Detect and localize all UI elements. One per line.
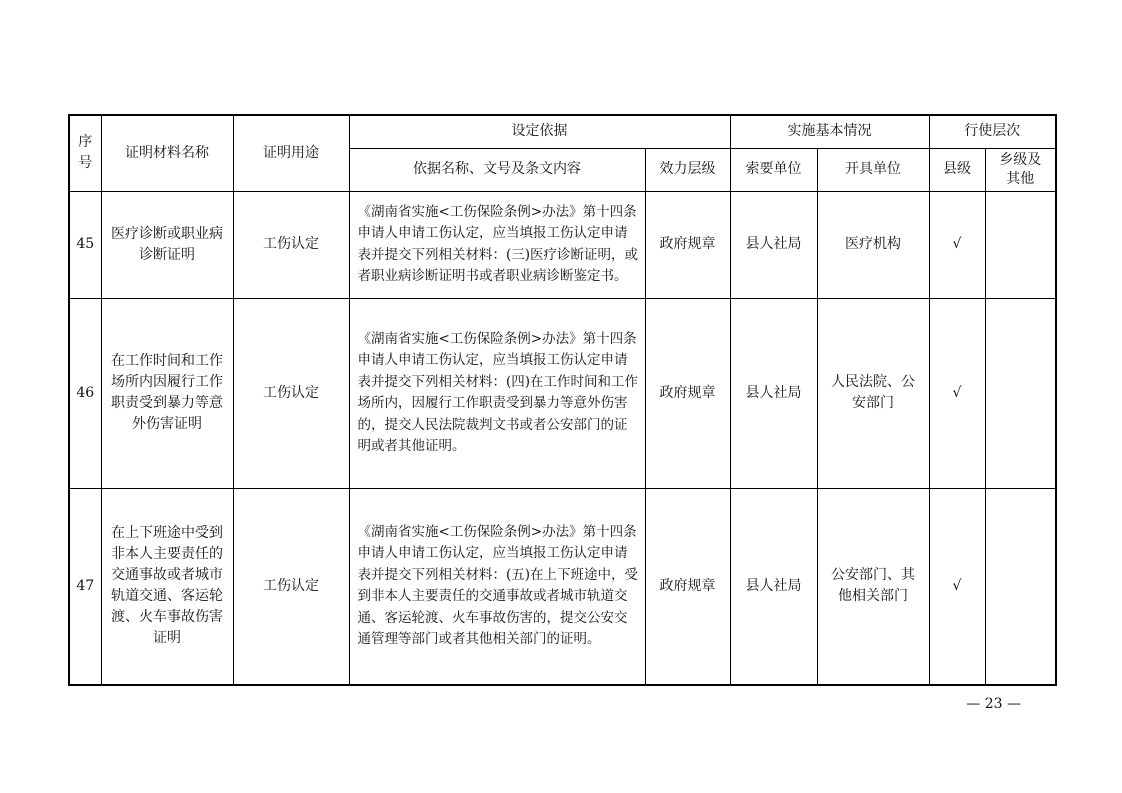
row-seq: 45 bbox=[69, 191, 101, 298]
row-issuer: 公安部门、其他相关部门 bbox=[817, 488, 929, 685]
certificate-table-container bbox=[68, 114, 1055, 686]
row-basis: 《湖南省实施<工伤保险条例>办法》第十四条 申请人申请工伤认定，应当填报工伤认定申请表并提交下列相关材料：(三)医疗诊断证明，或者职业病诊断证明书或者职业病诊断鉴定书。 bbox=[349, 191, 645, 298]
row-purpose: 工伤认定 bbox=[233, 191, 349, 298]
row-purpose: 工伤认定 bbox=[233, 488, 349, 685]
row-township bbox=[985, 488, 1056, 685]
row-requester: 县人社局 bbox=[730, 298, 817, 488]
row-material: 医疗诊断或职业病诊断证明 bbox=[101, 191, 233, 298]
row-county-check: √ bbox=[929, 488, 985, 685]
header-seq: 序号 bbox=[69, 115, 101, 191]
row-requester: 县人社局 bbox=[730, 191, 817, 298]
header-exercise-level-group: 行使层次 bbox=[929, 115, 1056, 148]
row-requester: 县人社局 bbox=[730, 488, 817, 685]
row-township bbox=[985, 298, 1056, 488]
table-body bbox=[69, 191, 1056, 685]
row-county-check: √ bbox=[929, 191, 985, 298]
table-row bbox=[69, 488, 1056, 685]
certificate-table bbox=[68, 114, 1057, 686]
header-issuing-unit: 开具单位 bbox=[817, 148, 929, 191]
row-basis: 《湖南省实施<工伤保险条例>办法》第十四条 申请人申请工伤认定，应当填报工伤认定申请表并提交下列相关材料：(四)在工作时间和工作场所内，因履行工作职责受到暴力等意外伤害的，提交人民法院裁判文书或者公安部门的证明或者其他证明。 bbox=[349, 298, 645, 488]
row-seq: 46 bbox=[69, 298, 101, 488]
header-township-level: 乡级及其他 bbox=[985, 148, 1056, 191]
row-issuer: 人民法院、公安部门 bbox=[817, 298, 929, 488]
row-township bbox=[985, 191, 1056, 298]
header-material: 证明材料名称 bbox=[101, 115, 233, 191]
header-implementation-group: 实施基本情况 bbox=[730, 115, 929, 148]
table-row bbox=[69, 298, 1056, 488]
header-county-level: 县级 bbox=[929, 148, 985, 191]
row-material: 在工作时间和工作场所内因履行工作职责受到暴力等意外伤害证明 bbox=[101, 298, 233, 488]
header-purpose: 证明用途 bbox=[233, 115, 349, 191]
header-effect-level: 效力层级 bbox=[645, 148, 730, 191]
row-basis: 《湖南省实施<工伤保险条例>办法》第十四条 申请人申请工伤认定，应当填报工伤认定申请表并提交下列相关材料：(五)在上下班途中，受到非本人主要责任的交通事故或者城市轨道交通、客运轮渡、火车事故伤害的，提交公安交通管理等部门或者其他相关部门的证明。 bbox=[349, 488, 645, 685]
header-basis-name: 依据名称、文号及条文内容 bbox=[349, 148, 645, 191]
row-purpose: 工伤认定 bbox=[233, 298, 349, 488]
row-county-check: √ bbox=[929, 298, 985, 488]
page-number: — 23 — bbox=[966, 696, 1021, 712]
row-level: 政府规章 bbox=[645, 191, 730, 298]
table-row bbox=[69, 191, 1056, 298]
row-level: 政府规章 bbox=[645, 298, 730, 488]
row-level: 政府规章 bbox=[645, 488, 730, 685]
row-material: 在上下班途中受到非本人主要责任的交通事故或者城市轨道交通、客运轮渡、火车事故伤害证明 bbox=[101, 488, 233, 685]
row-seq: 47 bbox=[69, 488, 101, 685]
row-issuer: 医疗机构 bbox=[817, 191, 929, 298]
header-basis-group: 设定依据 bbox=[349, 115, 730, 148]
table-header bbox=[69, 115, 1056, 191]
header-requesting-unit: 索要单位 bbox=[730, 148, 817, 191]
